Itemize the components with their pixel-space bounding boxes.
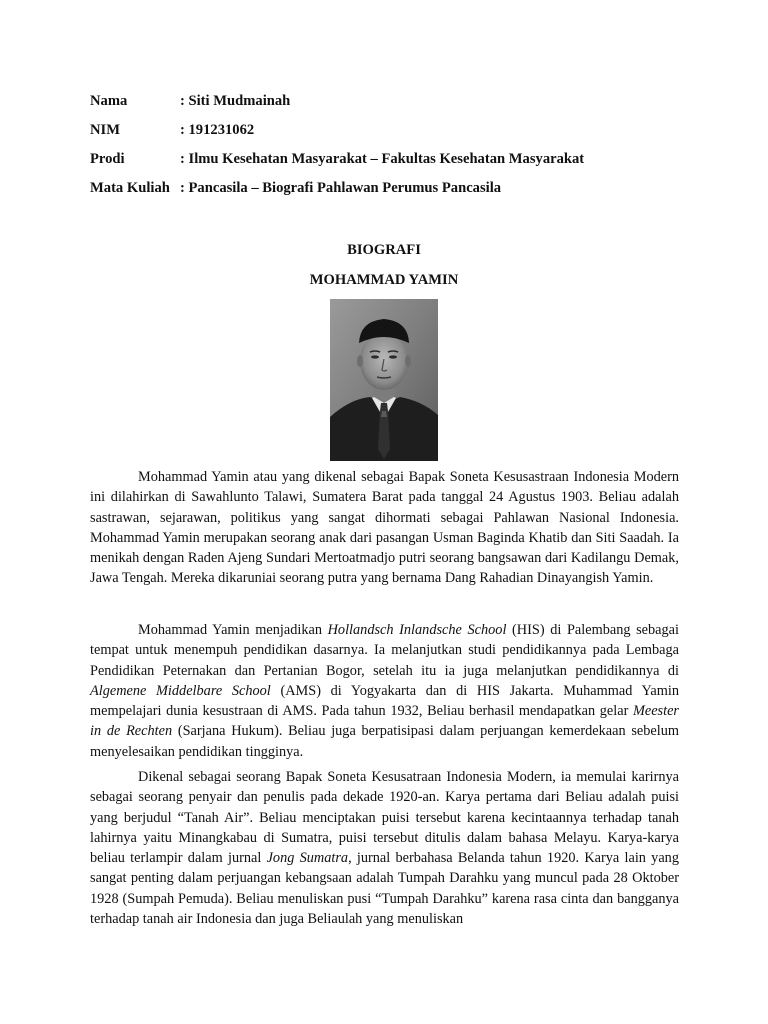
info-label: Nama [90, 93, 128, 109]
italic-term: Jong Sumatra [266, 850, 349, 867]
student-info [90, 92, 584, 208]
paragraph-3 [90, 767, 679, 929]
info-label: Prodi [90, 151, 125, 167]
paragraph-text: (Sarjana Hukum). Beliau juga berpatisipasi dalam perjuangan kemerdekaan sebelum menyelesaikan pendidikan tingginya. [90, 723, 679, 760]
info-value: : Pancasila – Biografi Pahlawan Perumus Pancasila [180, 180, 502, 196]
info-row-prodi [90, 150, 584, 179]
italic-term: Hollandsch Inlandsche School [327, 622, 507, 638]
paragraph-text: (AMS) di Yogyakarta dan di HIS Jakarta. Muhammad Yamin mempelajari dunia kesustraan di AMS. Pada tahun 1932, Beliau berhasil mendapatkan gelar [90, 682, 679, 720]
info-row-mata-kuliah [90, 179, 584, 208]
info-row-nama [90, 92, 584, 121]
paragraph-text: Mohammad Yamin menjadikan [138, 622, 328, 638]
paragraph-text: , jurnal berbahasa Belanda tahun 1920. Karya lain yang sangat penting dalam perjuangan kebangsaan adalah Tumpah Darahku yang muncul pada 28 Oktober 1928 (Sumpah Pemuda). Beliau menuliskan pusi “Tumpah Darahku” karena rasa cinta dan bangganya terhadap tanah air Indonesia dan juga Beliaulah yang menuliskan [90, 850, 679, 928]
italic-term: Algemene Middelbare School [90, 682, 271, 699]
italic-term: Meester in de Rechten [90, 703, 679, 740]
portrait-photo [330, 299, 438, 461]
paragraph-text: Dikenal sebagai seorang Bapak Soneta Kesusatraan Indonesia Modern, ia memulai karirnya sebagai seorang penyair dan penulis pada dekade 1920-an. Karya pertama dari Beliau adalah puisi yang berjudul “Tanah Air”. Beliau menciptakan puisi tersebut karena kecintaannya terhadap tanah lahirnya yaitu Minangkabau di Sumatra, puisi tersebut ditulis dalam bahasa Melayu. Karya-karya beliau terlampir dalam jurnal [90, 769, 679, 867]
info-value: : 191231062 [180, 122, 255, 138]
info-label: NIM [90, 122, 120, 138]
paragraph-2 [90, 620, 679, 762]
info-row-nim [90, 121, 584, 150]
document-subtitle: MOHAMMAD YAMIN [309, 272, 459, 288]
info-value: : Siti Mudmainah [180, 93, 291, 109]
document-title: BIOGRAFI [347, 242, 421, 258]
paragraph-text: (HIS) di Palembang sebagai tempat untuk menempuh pendidikan dasarnya. Ia melanjutkan studi pendidikannya pada Lembaga Pendidikan Peternakan dan Pertanian Bogor, setelah itu ia juga melanjutkan pendidikannya di [90, 622, 679, 679]
paragraph-1: Mohammad Yamin atau yang dikenal sebagai Bapak Soneta Kesusastraan Indonesia Modern ini dilahirkan di Sawahlunto Talawi, Sumatera Barat pada tanggal 24 Agustus 1903. Beliau adalah sastrawan, sejarawan, politikus yang sangat dihormati sebagai Pahlawan Nasional Indonesia. Mohammad Yamin merupakan seorang anak dari pasangan Usman Baginda Khatib dan Siti Saadah. Ia menikah dengan Raden Ajeng Sundari Mertoatmadjo putri seorang bangsawan dari Kadilangu Demak, Jawa Tengah. Mereka dikaruniai seorang putra yang bernama Dang Rahadian Dinayangish Yamin. [90, 469, 679, 587]
info-value: : Ilmu Kesehatan Masyarakat – Fakultas Kesehatan Masyarakat [180, 151, 585, 167]
info-label: Mata Kuliah [90, 180, 170, 196]
